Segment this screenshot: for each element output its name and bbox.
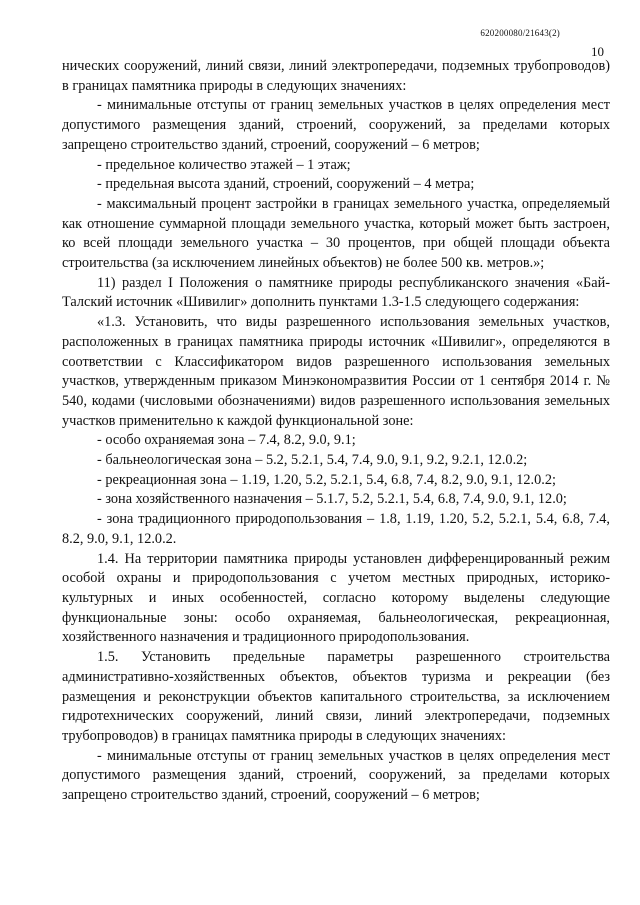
paragraph: нических сооружений, линий связи, линий электропередачи, подземных трубопроводов) в границах памятника природы в следующих значениях: <box>62 58 610 94</box>
paragraph: - предельное количество этажей – 1 этаж; <box>97 156 351 173</box>
list-item: - зона традиционного природопользования – 1.8, 1.19, 1.20, 5.2, 5.2.1, 5.4, 6.8, 7.4, 8.2, 9.0, 9.1, 12.0.2. <box>62 511 610 547</box>
paragraph: 11) раздел I Положения о памятнике природы республиканского значения «Бай-Талский источник «Шивилиг» дополнить пунктами 1.3-1.5 следующего содержания: <box>62 274 610 311</box>
list-item: - бальнеологическая зона – 5.2, 5.2.1, 5.4, 7.4, 9.0, 9.1, 9.2, 9.2.1, 12.0.2; <box>97 452 528 469</box>
paragraph: - минимальные отступы от границ земельных участков в целях определения мест допустимого размещения зданий, строений, сооружений, за пределами которых запрещено строительство зданий, строений, сооружений – 6 метров; <box>62 97 610 153</box>
paragraph: «1.3. Установить, что виды разрешенного использования земельных участков, расположенных в границах памятника природы источник «Шивилиг», определяются в соответствии с Классификатором видов разрешенного использования земельных участков, утвержденным приказом Минэкономразвития России от 1 сентября 2014 г. № 540, кодами (числовыми обозначениями) видов разрешенного использования земельных участков применительно к каждой функциональной зоне: <box>62 314 610 429</box>
paragraph: 1.5. Установить предельные параметры разрешенного строительства административно-хозяйственных объектов, объектов туризма и рекреации (без размещения и реконструкции объектов капитального строительства, за исключением гидротехнических сооружений, линий связи, линий электропередачи, подземных трубопроводов) в границах памятника природы в следующих значениях: <box>62 649 610 744</box>
page-number: 10 <box>591 44 604 59</box>
paragraph: - минимальные отступы от границ земельных участков в целях определения мест допустимого размещения зданий, строений, сооружений, за пределами которых запрещено строительство зданий, строений, сооружений – 6 метров; <box>62 747 610 804</box>
list-item: - особо охраняемая зона – 7.4, 8.2, 9.0, 9.1; <box>97 432 356 449</box>
paragraph: - предельная высота зданий, строений, сооружений – 4 метра; <box>97 176 475 193</box>
document-id: 620200080/21643(2) <box>480 28 560 38</box>
paragraph: 1.4. На территории памятника природы установлен дифференцированный режим особой охраны и природопользования с учетом местных природных, историко-культурных и иных особенностей, согласно которому выделены следующие функциональные зоны: особо охраняемая, бальнеологическая, рекреационная, хозяйственного назначения и традиционного природопользования. <box>62 550 610 646</box>
paragraph: - максимальный процент застройки в границах земельного участка, определяемый как отношение суммарной площади земельного участка, который может быть застроен, ко всей площади земельного участка – 30 процентов, при общей площади объекта строительства (за исключением линейных объектов) не более 500 кв. метров.»; <box>62 195 610 272</box>
document-body <box>62 57 610 806</box>
list-item: - зона хозяйственного назначения – 5.1.7, 5.2, 5.2.1, 5.4, 6.8, 7.4, 9.0, 9.1, 12.0; <box>97 491 567 508</box>
list-item: - рекреационная зона – 1.19, 1.20, 5.2, 5.2.1, 5.4, 6.8, 7.4, 8.2, 9.0, 9.1, 12.0.2; <box>97 471 556 488</box>
